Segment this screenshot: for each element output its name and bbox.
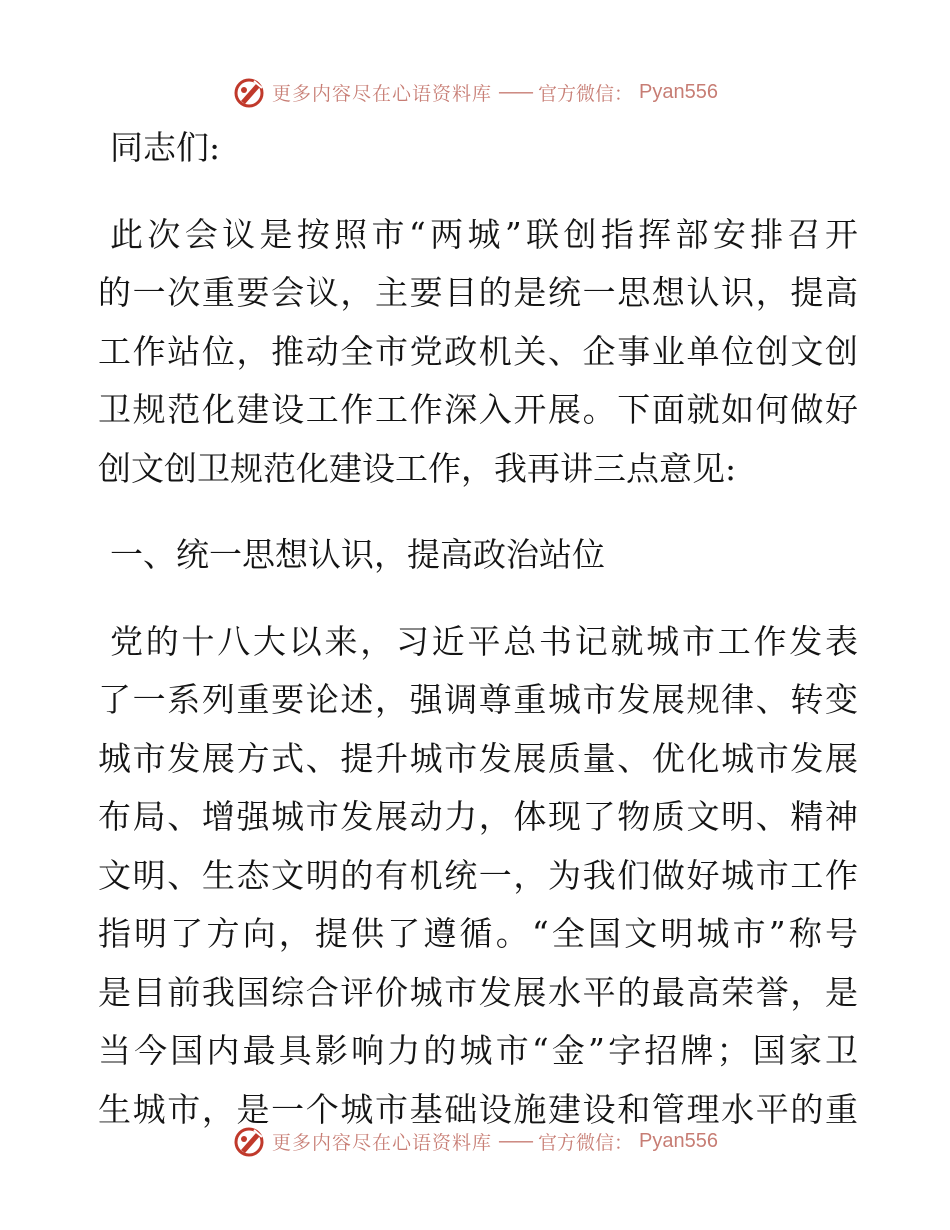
pen-logo-icon (232, 75, 266, 109)
banner-label: 官方微信： (538, 82, 634, 105)
header-watermark-banner (0, 72, 950, 112)
paragraph-line: 城市发展方式、提升城市发展质量、优化城市发展 (98, 738, 858, 778)
document-body (98, 119, 858, 1139)
paragraph-line: 的一次重要会议，主要目的是统一思想认识，提高 (98, 273, 858, 312)
banner-dash: —— (498, 81, 533, 103)
paragraph-line: 了一系列重要论述，强调尊重城市发展规律、转变 (98, 680, 858, 719)
section-heading-1 (98, 526, 858, 585)
banner-text: 更多内容尽在心语资料库 (272, 82, 493, 105)
banner-account: Pyan556 (639, 80, 718, 103)
paragraph-line: 文明、生态文明的有机统一，为我们做好城市工作 (98, 855, 858, 895)
banner-dash: —— (498, 1130, 533, 1152)
paragraph-line: 工作站位，推动全市党政机关、企事业单位创文创 (98, 331, 858, 371)
greeting-text: 同志们: (110, 128, 221, 167)
paragraph-line: 布局、增强城市发展动力，体现了物质文明、精神 (98, 797, 858, 836)
footer-watermark-banner (0, 1121, 950, 1161)
paragraph-line: 指明了方向，提供了遵循。“全国文明城市”称号 (98, 914, 858, 953)
section-heading-text: 一、统一思想认识，提高政治站位 (110, 535, 605, 574)
paragraph-line: 是目前我国综合评价城市发展水平的最高荣誉，是 (98, 972, 858, 1012)
paragraph-line: 此次会议是按照市“两城”联创指挥部安排召开 (110, 214, 858, 254)
paragraph-line: 创文创卫规范化建设工作，我再讲三点意见: (98, 448, 737, 488)
paragraph-gap (98, 585, 858, 613)
paragraph-gap (98, 178, 858, 206)
banner-label: 官方微信： (538, 1131, 634, 1154)
paragraph-line: 当今国内最具影响力的城市“金”字招牌；国家卫 (98, 1031, 858, 1070)
paragraph-body-1 (98, 613, 858, 1140)
greeting (98, 119, 858, 178)
pen-logo-icon (232, 1124, 266, 1158)
paragraph-intro (98, 206, 858, 499)
paragraph-line: 党的十八大以来，习近平总书记就城市工作发表 (110, 621, 858, 661)
paragraph-line: 卫规范化建设工作工作深入开展。下面就如何做好 (98, 390, 858, 429)
paragraph-line: 生城市，是一个城市基础设施建设和管理水平的重 (98, 1089, 858, 1129)
banner-text: 更多内容尽在心语资料库 (272, 1131, 493, 1154)
paragraph-gap (98, 498, 858, 526)
banner-account: Pyan556 (639, 1129, 718, 1152)
